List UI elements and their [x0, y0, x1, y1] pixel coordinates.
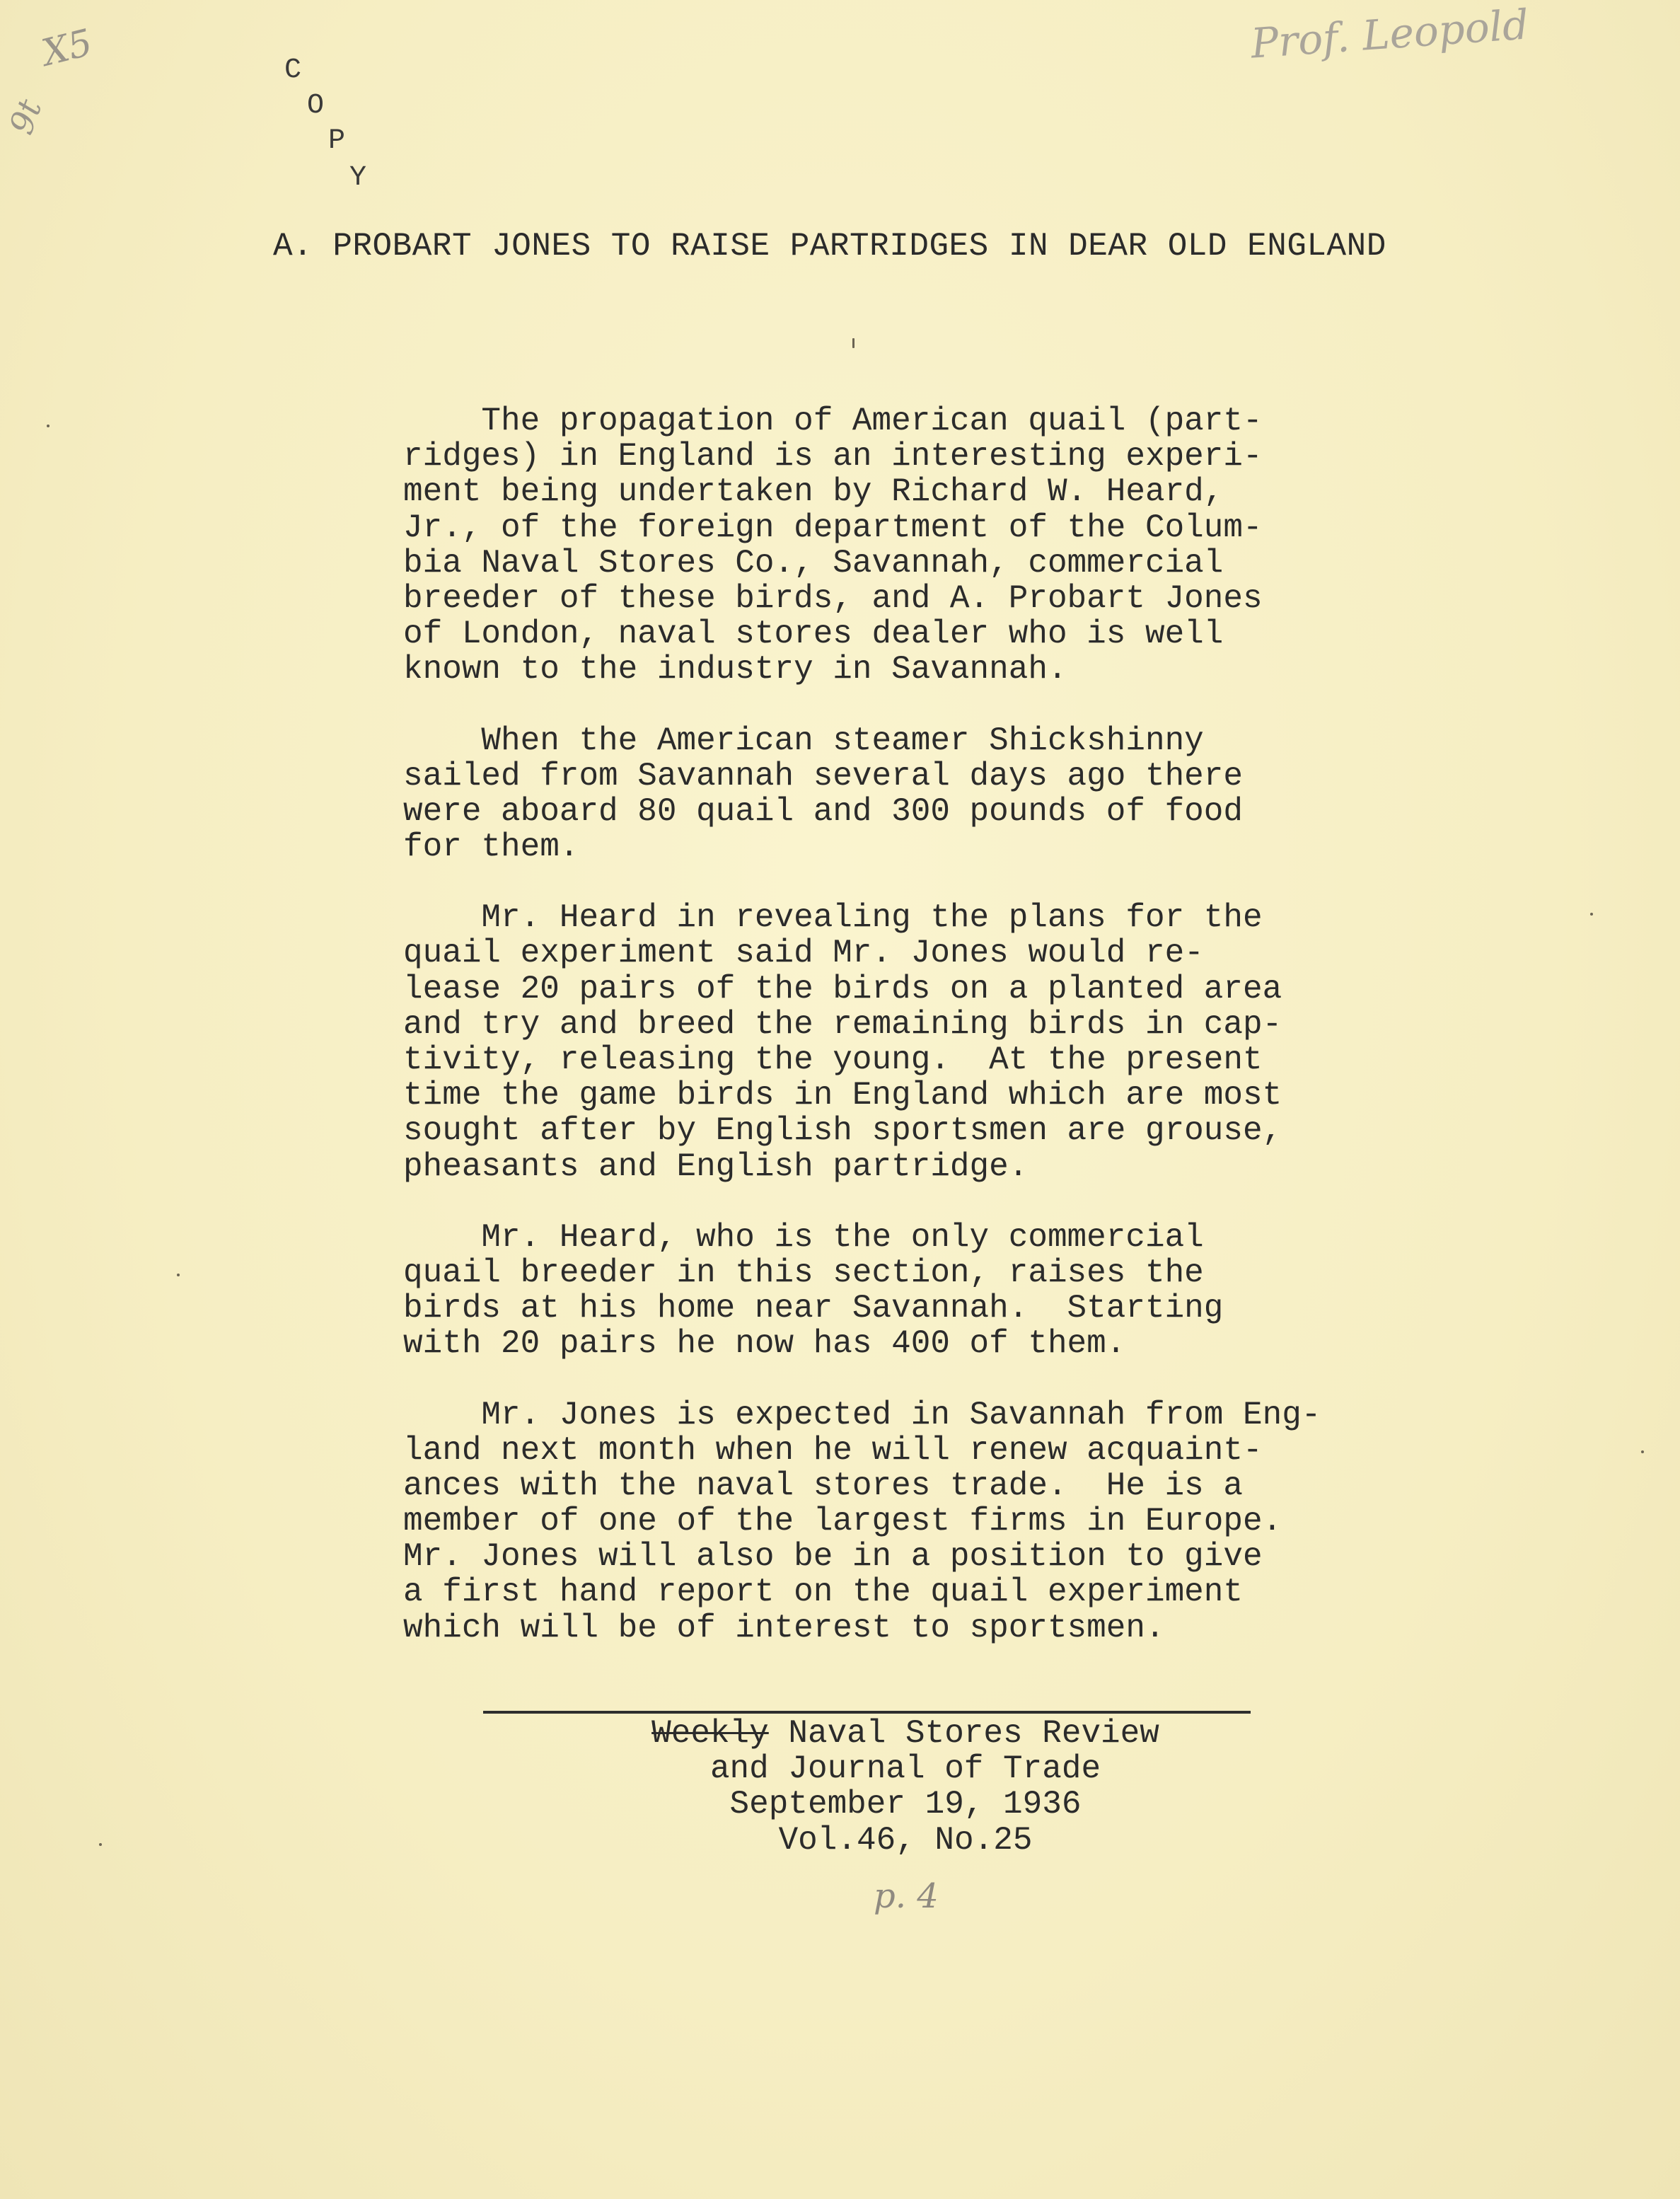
- text-line: and try and breed the remaining birds in cap-: [403, 1005, 1282, 1043]
- text-line: sought after by English sportsmen are grouse,: [403, 1112, 1282, 1150]
- text-line: quail experiment said Mr. Jones would re-: [403, 935, 1204, 972]
- source-line-publication: [552, 1716, 1259, 1751]
- margin-note-top-right: Prof. Leopold: [1249, 0, 1531, 68]
- paragraph: [403, 723, 1408, 865]
- document-title: A. PROBART JONES TO RAISE PARTRIDGES IN DEAR OLD ENGLAND: [273, 228, 1386, 265]
- struck-word: Weekly: [651, 1715, 769, 1752]
- text-line: of London, naval stores dealer who is well: [403, 616, 1224, 653]
- paragraph: [403, 1397, 1408, 1646]
- margin-note-top-left-side: 9t: [1, 94, 50, 139]
- text-line: The propagation of American quail (part-: [403, 403, 1263, 439]
- text-line: bia Naval Stores Co., Savannah, commercial: [403, 544, 1224, 582]
- article-body: [403, 403, 1408, 1681]
- paper-speck: [99, 1843, 102, 1846]
- text-line: quail breeder in this section, raises the: [403, 1254, 1204, 1291]
- paper-speck: [1590, 913, 1593, 916]
- text-line: with 20 pairs he now has 400 of them.: [403, 1325, 1126, 1363]
- text-line: for them.: [403, 829, 579, 866]
- source-line-journal: and Journal of Trade: [709, 1750, 1101, 1788]
- paper-speck: [852, 338, 855, 348]
- publication-name: Naval Stores Review: [768, 1715, 1159, 1752]
- paragraph: [403, 403, 1408, 688]
- text-line: Mr. Heard, who is the only commercial: [403, 1218, 1204, 1256]
- text-line: breeder of these birds, and A. Probart Jones: [403, 579, 1263, 617]
- text-line: Mr. Heard in revealing the plans for the: [403, 899, 1263, 937]
- text-line: ances with the naval stores trade. He is a: [403, 1467, 1243, 1504]
- source-citation: [552, 1716, 1259, 1858]
- paper-speck: [177, 1274, 180, 1276]
- text-line: land next month when he will renew acquaint-: [403, 1431, 1263, 1469]
- text-line: known to the industry in Savannah.: [403, 651, 1067, 688]
- paper-speck: [1641, 1450, 1644, 1453]
- text-line: ment being undertaken by Richard W. Heard,: [403, 473, 1224, 511]
- paper-speck: [47, 425, 50, 427]
- text-line: birds at his home near Savannah. Starting: [403, 1290, 1224, 1327]
- margin-note-top-left: X5: [37, 21, 97, 75]
- source-line-volume: Vol.46, No.25: [778, 1821, 1033, 1859]
- text-line: Mr. Jones is expected in Savannah from Eng-: [403, 1396, 1321, 1433]
- text-line: sailed from Savannah several days ago there: [403, 757, 1243, 795]
- text-line: Jr., of the foreign department of the Colum-: [403, 509, 1263, 546]
- text-line: a first hand report on the quail experiment: [403, 1574, 1243, 1611]
- source-line-date: September 19, 1936: [729, 1786, 1082, 1823]
- paragraph: [403, 900, 1408, 1184]
- page-reference-note: p. 4: [874, 1876, 939, 1916]
- copy-stamp-letter-o: O: [307, 90, 325, 122]
- text-line: were aboard 80 quail and 300 pounds of food: [403, 792, 1243, 830]
- text-line: pheasants and English partridge.: [403, 1148, 1029, 1185]
- paragraph: [403, 1220, 1408, 1362]
- text-line: Mr. Jones will also be in a position to give: [403, 1538, 1263, 1576]
- copy-stamp-letter-p: P: [328, 125, 346, 157]
- copy-stamp-letter-c: C: [284, 54, 302, 86]
- text-line: which will be of interest to sportsmen.: [403, 1609, 1165, 1646]
- copy-stamp-letter-y: Y: [349, 162, 367, 194]
- text-line: When the American steamer Shickshinny: [403, 722, 1204, 759]
- text-line: tivity, releasing the young. At the present: [403, 1041, 1263, 1078]
- text-line: lease 20 pairs of the birds on a planted area: [403, 970, 1282, 1008]
- text-line: ridges) in England is an interesting experi-: [403, 438, 1263, 475]
- source-divider: [483, 1711, 1251, 1714]
- text-line: time the game birds in England which are most: [403, 1077, 1282, 1114]
- text-line: member of one of the largest firms in Europe.: [403, 1503, 1282, 1540]
